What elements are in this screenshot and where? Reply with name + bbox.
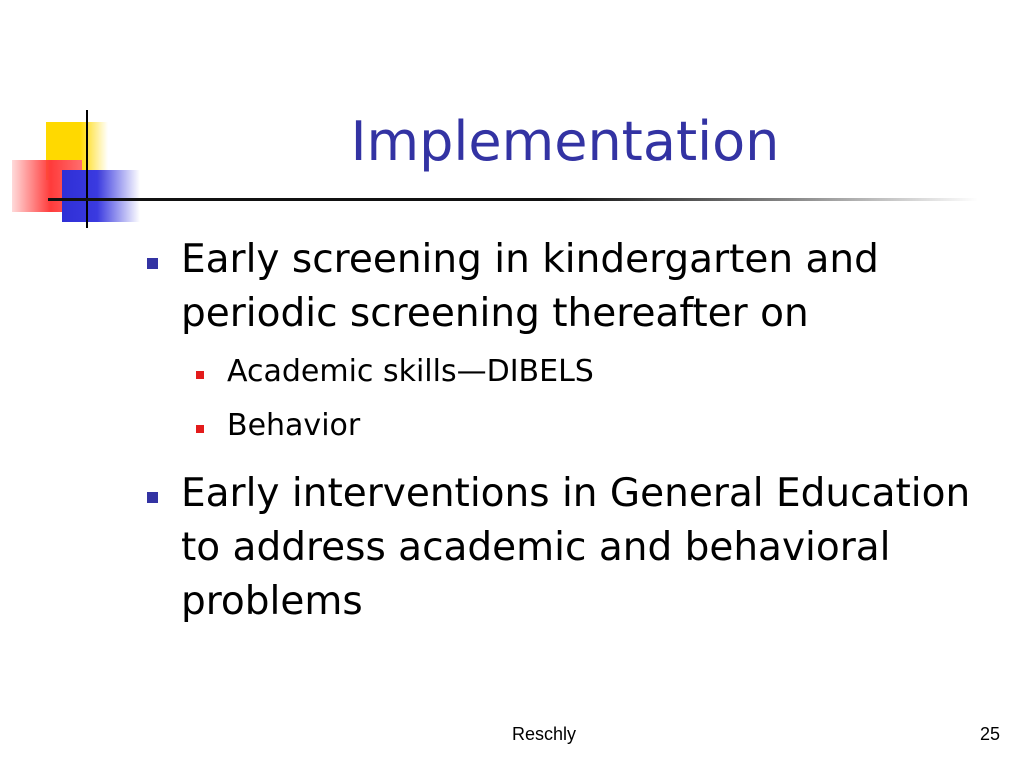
corner-decoration (0, 100, 140, 230)
page-number: 25 (979, 724, 1000, 744)
square-bullet-icon (196, 371, 204, 379)
bullet-text: Early screening in kindergarten and periodic screening thereafter on (181, 237, 879, 336)
bullet-text: Early interventions in General Education to address academic and behavioral problems (181, 471, 971, 624)
sub-bullet-list (140, 345, 1000, 453)
blue-square-decoration (62, 170, 140, 222)
vertical-line-decoration (86, 110, 88, 228)
sub-bullet-item-2 (140, 399, 1000, 453)
square-bullet-icon (147, 258, 158, 269)
title-underline (48, 198, 978, 201)
square-bullet-icon (147, 492, 158, 503)
slide-title: Implementation (350, 110, 780, 173)
sub-bullet-text: Academic skills—DIBELS (227, 354, 594, 389)
footer-author: Reschly (512, 724, 577, 744)
sub-bullet-item-1 (140, 345, 1000, 399)
sub-bullet-text: Behavior (227, 408, 361, 443)
bullet-item-2 (140, 467, 1000, 629)
bullet-list (140, 233, 1000, 633)
bullet-item-1 (140, 233, 1000, 341)
square-bullet-icon (196, 425, 204, 433)
